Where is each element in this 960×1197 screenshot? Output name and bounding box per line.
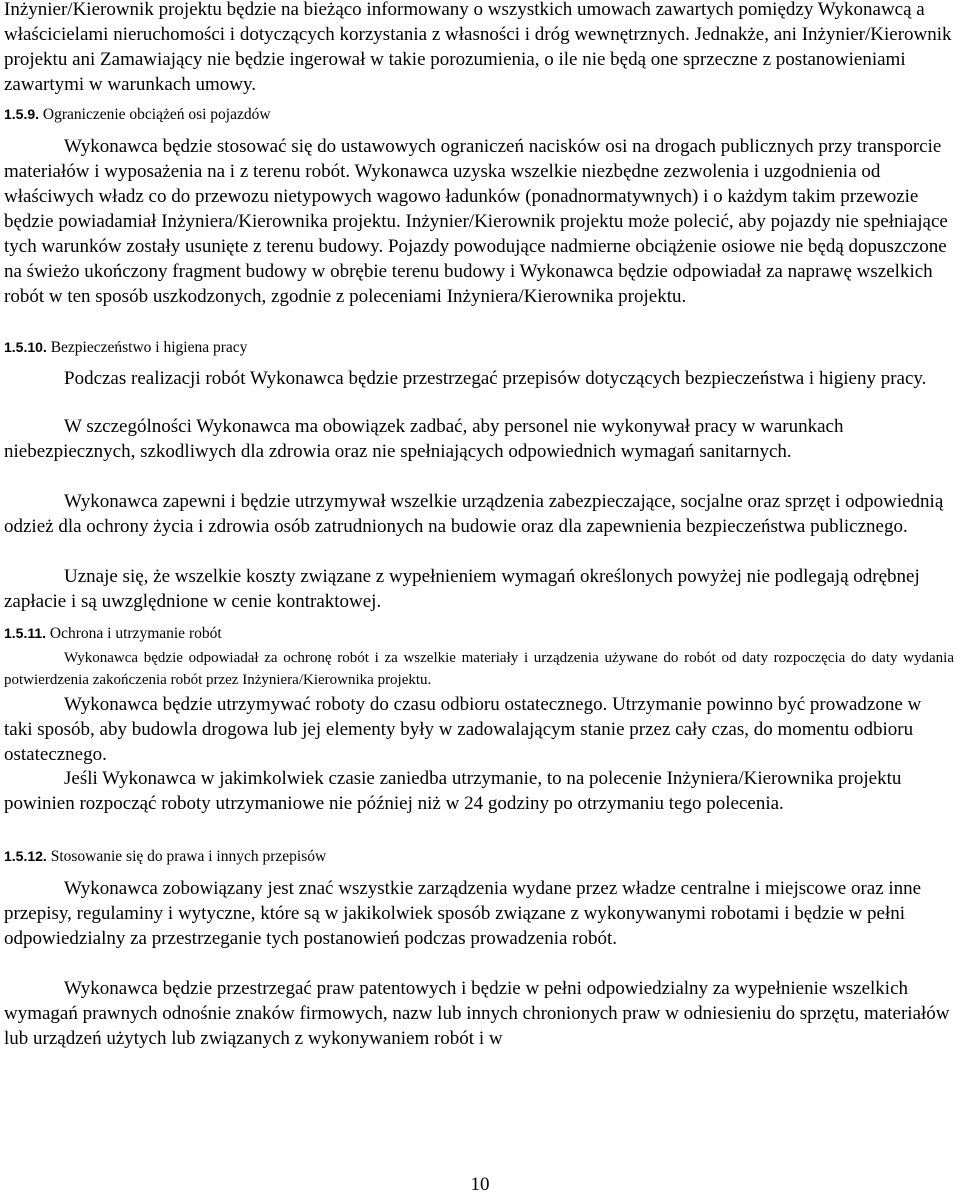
- section-number: 1.5.12.: [4, 848, 47, 864]
- paragraph-compliance-1: Wykonawca zobowiązany jest znać wszystkie zarządzenia wydane przez władze centralne i miejscowe oraz inne przepisy, regulaminy i wytyczne, które są w jakikolwiek sposób związane z wykonywanymi robotami i będzie w pełni odpowiedzialny za przestrzeganie tych postanowień podczas prowadzenia robót.: [4, 878, 922, 949]
- paragraph-protection-1: Wykonawca będzie odpowiadał za ochronę robót i za wszelkie materiały i urządzenia używane do robót od daty rozpoczęcia do daty wydania potwierdzenia zakończenia robót przez Inżyniera/Kierownika projektu.: [4, 650, 954, 688]
- section-number: 1.5.9.: [4, 106, 40, 122]
- section-heading-1-5-11: [4, 623, 954, 644]
- section-title: Bezpieczeństwo i higiena pracy: [46, 339, 248, 356]
- intro-paragraph: Inżynier/Kierownik projektu będzie na bieżąco informowany o wszystkich umowach zawartych pomiędzy Wykonawcą a właścicielami nieruchomości i dotyczących korzystania z własności i dróg wewnętrznych. Jednakże, ani Inżynier/Kierownik projektu ani Zamawiający nie będzie ingerował w takie porozumienia, o ile nie będą one sprzeczne z postanowieniami zawartymi w warunkach umowy.: [4, 0, 952, 95]
- paragraph-health-safety-4: Uznaje się, że wszelkie koszty związane z wypełnieniem wymagań określonych powyżej nie podlegają odrębnej zapłacie i są uwzględnione w cenie kontraktowej.: [4, 566, 920, 612]
- section-title: Ochrona i utrzymanie robót: [46, 625, 222, 642]
- paragraph-health-safety-3: Wykonawca zapewni i będzie utrzymywał wszelkie urządzenia zabezpieczające, socjalne oraz sprzęt i odpowiednią odzież dla ochrony życia i zdrowia osób zatrudnionych na budowie oraz dla zapewnienia bezpieczeństwa publicznego.: [4, 491, 944, 537]
- section-heading-1-5-9: [4, 104, 954, 125]
- paragraph-protection-3: Jeśli Wykonawca w jakimkolwiek czasie zaniedba utrzymanie, to na polecenie Inżyniera/Kierownika projektu powinien rozpocząć roboty utrzymaniowe nie później niż w 24 godziny po otrzymaniu tego polecenia.: [4, 768, 902, 814]
- section-heading-1-5-12: [4, 846, 954, 867]
- section-number: 1.5.11.: [4, 625, 47, 641]
- section-number: 1.5.10.: [4, 339, 47, 355]
- paragraph-compliance-2: Wykonawca będzie przestrzegać praw patentowych i będzie w pełni odpowiedzialny za wypełnienie wszelkich wymagań prawnych odnośnie znaków firmowych, nazw lub innych chronionych praw w odniesieniu do sprzętu, materiałów lub urządzeń użytych lub związanych z wykonywaniem robót i w: [4, 978, 950, 1049]
- paragraph-health-safety-2: W szczególności Wykonawca ma obowiązek zadbać, aby personel nie wykonywał pracy w warunkach niebezpiecznych, szkodliwych dla zdrowia oraz nie spełniających odpowiednich wymagań sanitarnych.: [4, 416, 844, 462]
- paragraph-axle-loads: Wykonawca będzie stosować się do ustawowych ograniczeń nacisków osi na drogach publicznych przy transporcie materiałów i wyposażenia na i z terenu robót. Wykonawca uzyska wszelkie niezbędne zezwolenia i uzgodnienia od właściwych władz co do przewozu nietypowych wagowo ładunków (ponadnormatywnych) i o każdym takim przewozie będzie powiadamiał Inżyniera/Kierownika projektu. Inżynier/Kierownik projektu może polecić, aby pojazdy nie spełniające tych warunków zostały usunięte z terenu budowy. Pojazdy powodujące nadmierne obciążenie osiowe nie będą dopuszczone na świeżo ukończony fragment budowy w obrębie terenu budowy i Wykonawca będzie odpowiadał za naprawę wszelkich robót w ten sposób uszkodzonych, zgodnie z poleceniami Inżyniera/Kierownika projektu.: [4, 136, 948, 307]
- paragraph-health-safety-1: Podczas realizacji robót Wykonawca będzie przestrzegać przepisów dotyczących bezpieczeństwa i higieny pracy.: [64, 368, 927, 389]
- section-title: Stosowanie się do prawa i innych przepisów: [46, 848, 327, 865]
- paragraph-protection-2: Wykonawca będzie utrzymywać roboty do czasu odbioru ostatecznego. Utrzymanie powinno być prowadzone w taki sposób, aby budowla drogowa lub jej elementy były w zadowalającym stanie przez cały czas, do momentu odbioru ostatecznego.: [4, 694, 922, 765]
- section-heading-1-5-10: [4, 337, 954, 358]
- page-number: 10: [470, 1174, 490, 1195]
- section-title: Ograniczenie obciążeń osi pojazdów: [39, 106, 271, 123]
